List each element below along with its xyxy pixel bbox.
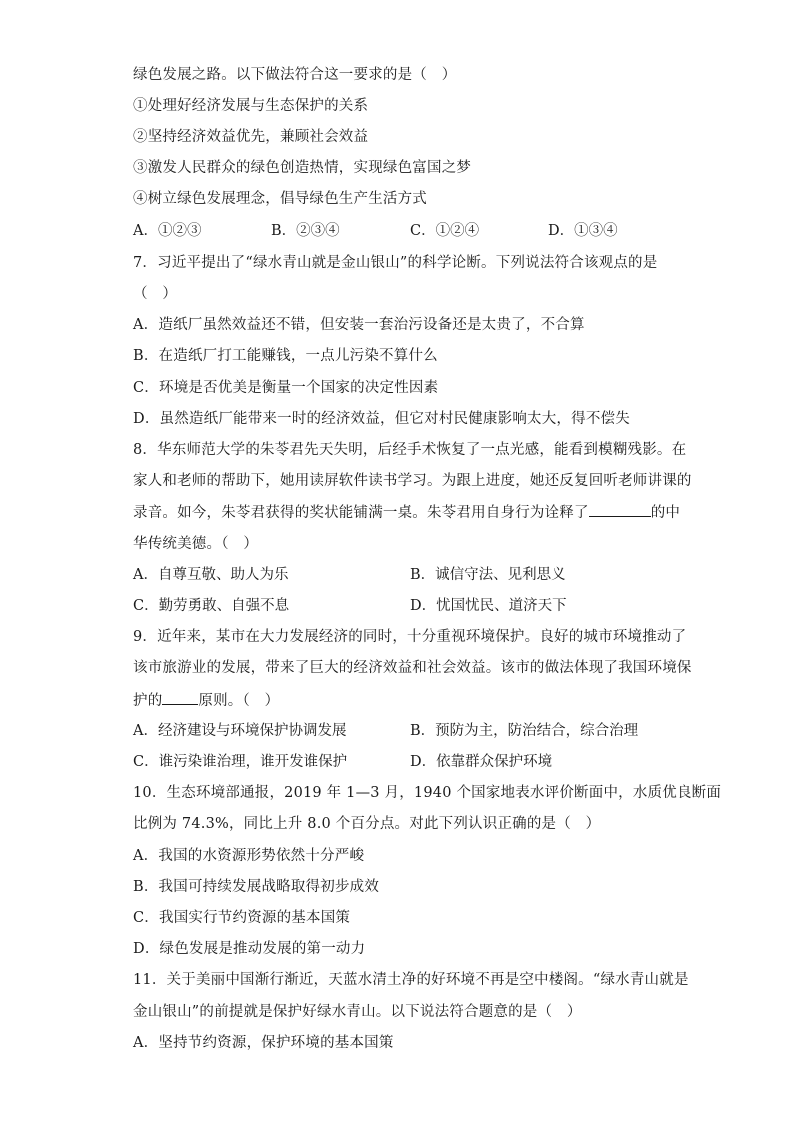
question-10-stem-1: 10．生态环境部通报，2019 年 1—3 月，1940 个国家地表水评价断面中，水质优良断面 <box>133 785 722 801</box>
question-9-stem-3 <box>133 690 279 711</box>
question-11-stem-1: 11．关于美丽中国渐行渐近，天蓝水清土净的好环境不再是空中楼阁。“绿水青山就是 <box>133 972 689 988</box>
q9-stem-3-text: 护的 <box>133 693 163 709</box>
question-8-stem-1: 8．华东师范大学的朱苓君先天失明，后经手术恢复了一点光感，能看到模糊残影。在 <box>133 442 687 458</box>
q9-option-c: C．谁污染谁治理，谁开发谁保护 <box>133 754 348 770</box>
q10-option-a: A．我国的水资源形势依然十分严峻 <box>133 848 365 864</box>
q6-option-b: B．②③④ <box>271 223 340 239</box>
q9-stem-3-tail: 原则。（ ） <box>198 693 280 709</box>
q7-option-a: A．造纸厂虽然效益还不错，但安装一套治污设备还是太贵了，不合算 <box>133 317 585 333</box>
question-9-stem-1: 9．近年来，某市在大力发展经济的同时，十分重视环境保护。良好的城市环境推动了 <box>133 629 687 645</box>
q9-option-a: A．经济建设与环境保护协调发展 <box>133 723 347 739</box>
q7-option-b: B．在造纸厂打工能赚钱，一点儿污染不算什么 <box>133 348 438 364</box>
q8-option-b: B．诚信守法、见利思义 <box>410 567 566 583</box>
q8-stem-3-tail: 的中 <box>650 505 681 521</box>
question-7-bracket: （ ） <box>133 286 178 302</box>
q8-option-c: C．勤劳勇敢、自强不息 <box>133 598 290 614</box>
q6-option-c: C．①②④ <box>410 223 480 239</box>
q7-option-c: C．环境是否优美是衡量一个国家的决定性因素 <box>133 380 439 396</box>
q10-option-c: C．我国实行节约资源的基本国策 <box>133 910 351 926</box>
q9-option-d: D．依靠群众保护环境 <box>410 754 553 770</box>
question-10-stem-2: 比例为 74.3%，同比上升 8.0 个百分点。对此下列认识正确的是（ ） <box>133 816 601 832</box>
statement-3: ③激发人民群众的绿色创造热情，实现绿色富国之梦 <box>133 160 472 176</box>
question-8-stem-2: 家人和老师的帮助下，她用读屏软件读书学习。为跟上进度，她还反复回听老师讲课的 <box>133 473 692 489</box>
question-11-stem-2: 金山银山”的前提就是保护好绿水青山。以下说法符合题意的是（ ） <box>133 1004 582 1020</box>
q10-option-d: D．绿色发展是推动发展的第一动力 <box>133 941 366 957</box>
question-8-stem-3 <box>133 502 680 523</box>
q7-option-d: D．虽然造纸厂能带来一时的经济效益，但它对村民健康影响太大，得不偿失 <box>133 411 630 427</box>
q6-option-a: A．①②③ <box>133 223 202 239</box>
q11-option-a: A．坚持节约资源，保护环境的基本国策 <box>133 1035 394 1051</box>
question-6-stem-tail: 绿色发展之路。以下做法符合这一要求的是（ ） <box>133 67 457 83</box>
q8-stem-3-text: 录音。如今，朱苓君获得的奖状能铺满一桌。朱苓君用自身行为诠释了 <box>133 505 589 521</box>
statement-2: ②坚持经济效益优先，兼顾社会效益 <box>133 129 369 145</box>
q8-option-d: D．忧国忧民、道济天下 <box>410 598 567 614</box>
q8-option-a: A．自尊互敬、助人为乐 <box>133 567 289 583</box>
q6-option-d: D．①③④ <box>548 223 618 239</box>
q10-option-b: B．我国可持续发展战略取得初步成效 <box>133 879 380 895</box>
answer-blank <box>589 502 651 517</box>
answer-blank <box>162 690 198 705</box>
q9-option-b: B．预防为主，防治结合，综合治理 <box>410 723 639 739</box>
statement-1: ①处理好经济发展与生态保护的关系 <box>133 98 369 114</box>
question-8-stem-4: 华传统美德。（ ） <box>133 536 259 552</box>
question-9-stem-2: 该市旅游业的发展，带来了巨大的经济效益和社会效益。该市的做法体现了我国环境保 <box>133 660 692 676</box>
statement-4: ④树立绿色发展理念，倡导绿色生产生活方式 <box>133 191 427 207</box>
question-7-stem: 7．习近平提出了“绿水青山就是金山银山”的科学论断。下列说法符合该观点的是 <box>133 255 658 271</box>
